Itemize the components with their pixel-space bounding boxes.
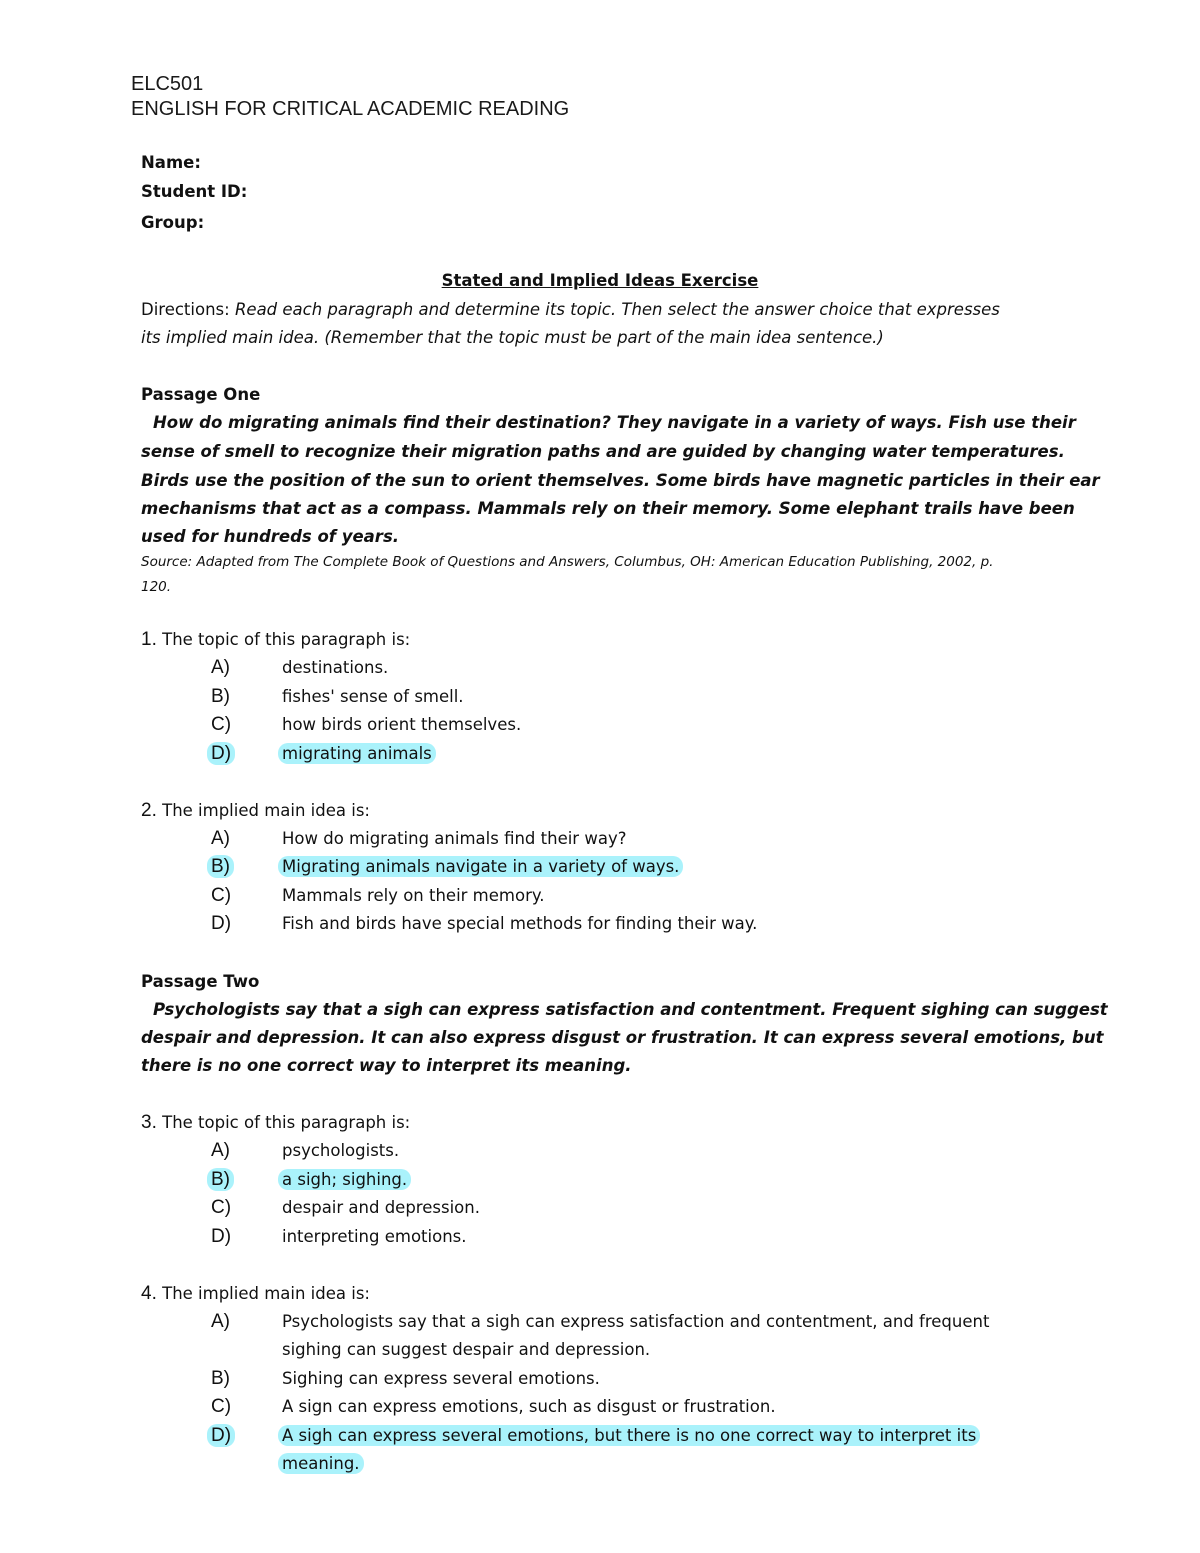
group-label: Group: <box>141 213 205 232</box>
option-text: interpreting emotions. <box>282 1227 467 1246</box>
question-number: 4. <box>141 1283 157 1304</box>
passage-one-line: mechanisms that act as a compass. Mammals rely on their memory. Some elephant trails have been <box>141 499 1075 518</box>
passage-one-line: Birds use the position of the sun to orient themselves. Some birds have magnetic particles in their ear <box>141 471 1100 490</box>
directions <box>141 296 1000 325</box>
option-text-continued: sighing can suggest despair and depression. <box>282 1340 651 1359</box>
question-number: 3. <box>141 1112 157 1133</box>
option-text: a sigh; sighing. <box>278 1169 411 1190</box>
passage-one-line: used for hundreds of years. <box>141 527 400 546</box>
option-text: migrating animals <box>278 743 436 764</box>
option-letter: B) <box>211 1368 230 1389</box>
option-letter: C) <box>211 1197 232 1218</box>
directions-text-line-2: its implied main idea. (Remember that the topic must be part of the main idea sentence.) <box>141 328 884 347</box>
option-text: Psychologists say that a sigh can express satisfaction and contentment, and frequent <box>282 1312 990 1331</box>
option-letter: C) <box>211 885 232 906</box>
option-text: how birds orient themselves. <box>282 715 522 734</box>
question-text: The implied main idea is: <box>162 801 370 820</box>
option-letter: A) <box>211 1311 230 1332</box>
passage-two-line: despair and depression. It can also express disgust or frustration. It can express several emotions, but <box>141 1028 1104 1047</box>
question-text: The topic of this paragraph is: <box>162 1113 411 1132</box>
option-text: fishes' sense of smell. <box>282 687 464 706</box>
question-3-prompt <box>141 1109 410 1138</box>
directions-label: Directions: <box>141 300 230 319</box>
passage-one-line: How do migrating animals find their destination? They navigate in a variety of ways. Fish use their <box>153 413 1076 432</box>
passage-one-heading: Passage One <box>141 385 261 404</box>
passage-one-source: Source: Adapted from The Complete Book of Questions and Answers, Columbus, OH: American Education Publishing, 2002, p. <box>141 554 994 570</box>
option-text: Migrating animals navigate in a variety of ways. <box>278 856 683 877</box>
option-letter: A) <box>211 1140 230 1161</box>
question-2-prompt <box>141 797 370 826</box>
option-letter: D) <box>207 742 235 765</box>
question-text: The implied main idea is: <box>162 1284 370 1303</box>
option-text-continued: meaning. <box>278 1453 364 1474</box>
question-text: The topic of this paragraph is: <box>162 630 411 649</box>
option-text: destinations. <box>282 658 389 677</box>
name-label: Name: <box>141 153 201 172</box>
option-letter: D) <box>211 1226 232 1247</box>
option-text: despair and depression. <box>282 1198 480 1217</box>
option-letter: A) <box>211 657 230 678</box>
option-text: Fish and birds have special methods for finding their way. <box>282 914 758 933</box>
option-letter: B) <box>211 686 230 707</box>
option-text: Mammals rely on their memory. <box>282 886 545 905</box>
option-text: A sign can express emotions, such as disgust or frustration. <box>282 1397 776 1416</box>
option-text: A sigh can express several emotions, but there is no one correct way to interpret its <box>278 1425 980 1446</box>
option-text: How do migrating animals find their way? <box>282 829 627 848</box>
directions-text-line-1: Read each paragraph and determine its topic. Then select the answer choice that expresses <box>234 300 1000 319</box>
passage-one-source-page: 120. <box>141 579 172 595</box>
passage-two-line: Psychologists say that a sigh can express satisfaction and contentment. Frequent sighing can suggest <box>153 1000 1108 1019</box>
exercise-title: Stated and Implied Ideas Exercise <box>441 271 759 290</box>
course-name: ENGLISH FOR CRITICAL ACADEMIC READING <box>131 98 570 120</box>
option-letter: B) <box>207 1168 234 1191</box>
option-letter: A) <box>211 828 230 849</box>
question-number: 1. <box>141 629 157 650</box>
option-letter: B) <box>207 855 234 878</box>
passage-two-heading: Passage Two <box>141 972 260 991</box>
option-letter: C) <box>211 714 232 735</box>
passage-two-line: there is no one correct way to interpret its meaning. <box>141 1056 632 1075</box>
question-number: 2. <box>141 800 157 821</box>
student-id-label: Student ID: <box>141 182 248 201</box>
course-code: ELC501 <box>131 73 204 95</box>
question-1-prompt <box>141 626 410 655</box>
passage-one-line: sense of smell to recognize their migration paths and are guided by changing water temperatures. <box>141 442 1065 461</box>
question-4-prompt <box>141 1280 370 1309</box>
option-letter: D) <box>207 1424 235 1447</box>
option-text: Sighing can express several emotions. <box>282 1369 600 1388</box>
option-letter: C) <box>211 1396 232 1417</box>
option-letter: D) <box>211 913 232 934</box>
option-text: psychologists. <box>282 1141 400 1160</box>
